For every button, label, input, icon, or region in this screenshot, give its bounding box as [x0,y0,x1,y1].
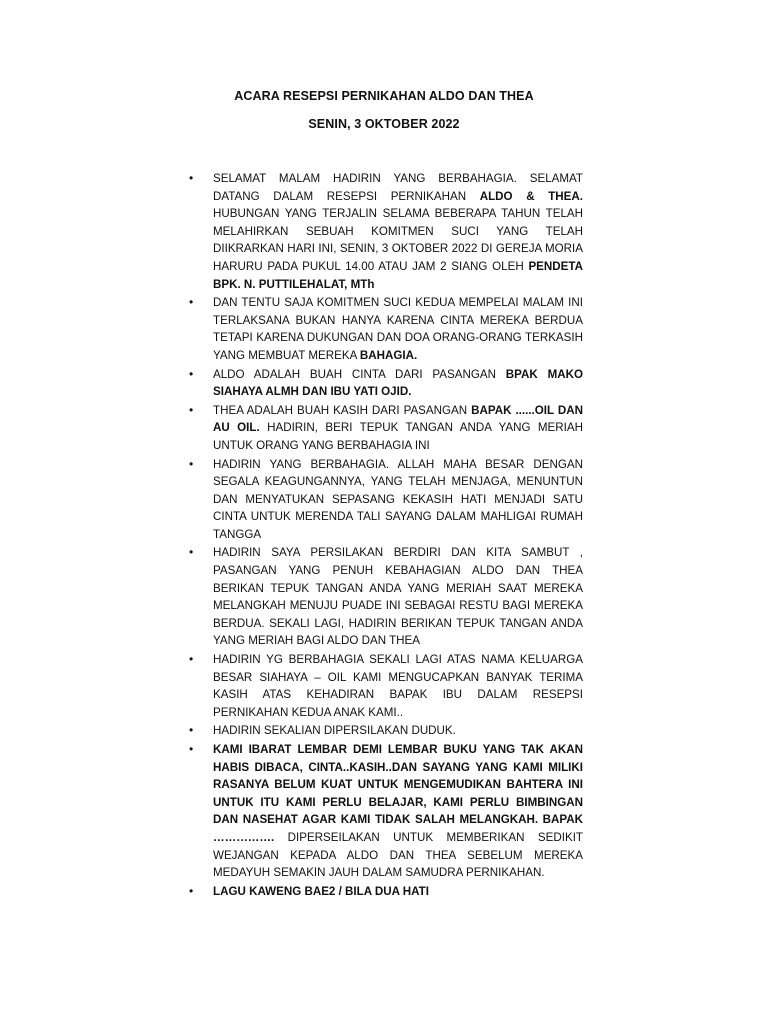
list-item [187,170,583,293]
bold-text: BAPAK ......OIL DAN AU OIL. [213,403,583,435]
body-text: ALDO ADALAH BUAH CINTA DARI PASANGAN [213,367,506,381]
bullet-icon: • [189,742,194,756]
agenda-list [187,170,583,901]
bullet-icon: • [189,456,194,471]
list-item [187,294,583,364]
bullet-icon: • [189,295,194,310]
bullet-icon: • [189,171,194,185]
bullet-icon: • [189,723,194,738]
bullet-icon: • [189,545,194,560]
body-text: DAN TENTU SAJA KOMITMEN SUCI KEDUA MEMPELAI MALAM INI TERLAKSANA BUKAN HANYA KARENA CINTA MEREKA BERDUA TETAPI KARENA DUKUNGAN DAN DOA ORANG-ORANG TERKASIH YANG MEMBUAT MEREKA [213,296,583,362]
list-item [187,651,583,721]
list-item [187,366,583,401]
bullet-icon: • [189,402,194,417]
bullet-icon: • [189,652,194,667]
bullet-icon: • [189,366,194,381]
body-text: HADIRIN SAYA PERSILAKAN BERDIRI DAN KITA SAMBUT , PASANGAN YANG PENUH KEBAHAGIAN ALDO DAN THEA BERIKAN TEPUK TANGAN ANDA YANG MERIAH SAAT MEREKA MELANGKAH MENUJU PUADE INI SEBAGAI RESTU BAGI MEREKA BERDUA. SEKALI LAGI, HADIRIN BERIKAN TEPUK TANGAN ANDA YANG MERIAH BAGI ALDO DAN THEA [213,546,583,648]
list-item [187,741,583,882]
body-text: DIPERSEILAKAN UNTUK MEMBERIKAN SEDIKIT WEJANGAN KEPADA ALDO DAN THEA SEBELUM MEREKA MEDAYUH SEMAKIN JAUH DALAM SAMUDRA PERNIKAHAN. [213,830,583,880]
bold-text: PENDETA BPK. N. PUTTILEHALAT, MTh [213,259,583,291]
list-item [187,544,583,650]
bold-text: BAHAGIA. [359,348,418,362]
body-text: HADIRIN YANG BERBAHAGIA. ALLAH MAHA BESAR DENGAN SEGALA KEAGUNGANNYA, YANG TELAH MENJAGA, MENUNTUN DAN MENYATUKAN SEPASANG KEKASIH HATI MENJADI SATU CINTA UNTUK MERENDA TALI SAYANG DALAM MAHLIGAI RUMAH TANGGA [213,457,583,541]
document-title: ACARA RESEPSI PERNIKAHAN ALDO DAN THEA [234,89,534,103]
bold-text: ALDO & THEA. [479,189,583,203]
body-text: HADIRIN SEKALIAN DIPERSILAKAN DUDUK. [213,724,456,738]
document-date: SENIN, 3 OKTOBER 2022 [308,117,460,131]
body-text: SELAMAT MALAM HADIRIN YANG BERBAHAGIA. SELAMAT DATANG DALAM RESEPSI PERNIKAHAN [213,172,583,203]
list-item [187,883,583,901]
body-text: HUBUNGAN YANG TERJALIN SELAMA BEBERAPA TAHUN TELAH MELAHIRKAN SEBUAH KOMITMEN SUCI YANG TELAH DIIKRARKAN HARI INI, SENIN, 3 OKTOBER 2022 DI GEREJA MORIA HARURU PADA PUKUL 14.00 ATAU JAM 2 SIANG OLEH [213,207,583,273]
list-item [187,722,583,740]
body-text: HADIRIN, BERI TEPUK TANGAN ANDA YANG MERIAH UNTUK ORANG YANG BERBAHAGIA INI [213,421,583,452]
list-item [187,402,583,455]
list-item [187,456,583,544]
bold-text: BPAK MAKO SIAHAYA ALMH DAN IBU YATI OJID. [213,367,583,399]
bullet-icon: • [189,883,194,898]
bold-text: KAMI IBARAT LEMBAR DEMI LEMBAR BUKU YANG TAK AKAN HABIS DIBACA, CINTA..KASIH..DAN SAYANG YANG KAMI MILIKI RASANYA BELUM KUAT UNTUK MENGEMUDIKAN BAHTERA INI UNTUK ITU KAMI PERLU BELAJAR, KAMI PERLU BIMBINGAN DAN NASEHAT AGAR KAMI TIDAK SALAH MELANGKAH. BAPAK ……………. [213,743,583,844]
body-text: HADIRIN YG BERBAHAGIA SEKALI LAGI ATAS NAMA KELUARGA BESAR SIAHAYA – OIL KAMI MENGUCAPKAN BANYAK TERIMA KASIH ATAS KEHADIRAN BAPAK IBU DALAM RESEPSI PERNIKAHAN KEDUA ANAK KAMI.. [213,653,583,719]
body-text: THEA ADALAH BUAH KASIH DARI PASANGAN [213,403,472,417]
bold-text: LAGU KAWENG BAE2 / BILA DUA HATI [213,884,429,898]
